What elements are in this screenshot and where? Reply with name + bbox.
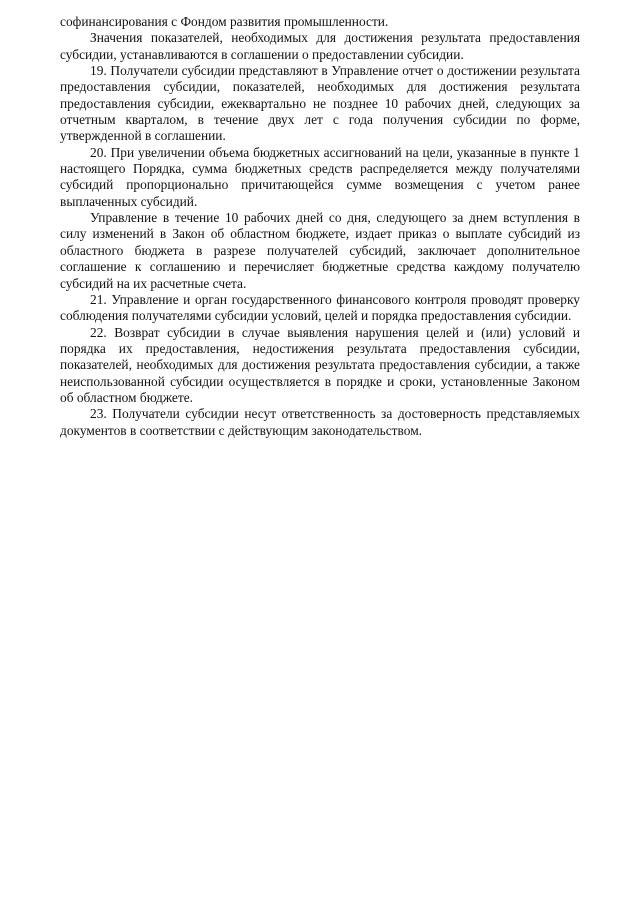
document-page xyxy=(60,14,580,439)
paragraph-20-budget-increase: 20. При увеличении объема бюджетных ассигнований на цели, указанные в пункте 1 настоящего Порядка, сумма бюджетных средств распределяется между получателями субсидий пропорционально причитающейся сумме возмещения с учетом ранее выплаченных субсидий. xyxy=(60,144,580,209)
paragraph-23-responsibility: 23. Получатели субсидии несут ответственность за достоверность представляемых документов в соответствии с действующим законодательством. xyxy=(60,406,580,438)
paragraph-21-control: 21. Управление и орган государственного финансового контроля проводят проверку соблюдения получателями субсидии условий, целей и порядка предоставления субсидии. xyxy=(60,291,580,324)
paragraph-22-refund: 22. Возврат субсидии в случае выявления нарушения целей и (или) условий и порядка их предоставления, недостижения результата предоставления субсидии, показателей, необходимых для достижения результата предоставления субсидии, а также неиспользованной субсидии осуществляется в порядке и сроки, установленные Законом об областном бюджете. xyxy=(60,324,580,405)
paragraph-19-report: 19. Получатели субсидии представляют в Управление отчет о достижении результата предоставления субсидии, показателей, необходимых для достижения результата предоставления субсидии, ежеквартально не позднее 10 рабочих дней, следующих за отчетным кварталом, в течение двух лет с года получения субсидии по форме, утвержденной в соглашении. xyxy=(60,63,580,144)
paragraph-management-order: Управление в течение 10 рабочих дней со дня, следующего за днем вступления в силу изменений в Закон об областном бюджете, издает приказ о выплате субсидий из областного бюджета в разрезе получателей субсидий, заключает дополнительное соглашение к соглашению и перечисляет бюджетные средства каждому получателю субсидий на их расчетные счета. xyxy=(60,210,580,291)
paragraph-continuation: софинансирования с Фондом развития промышленности. xyxy=(60,14,389,29)
paragraph-indicator-values: Значения показателей, необходимых для достижения результата предоставления субсидии, устанавливаются в соглашении о предоставлении субсидии. xyxy=(60,30,580,62)
